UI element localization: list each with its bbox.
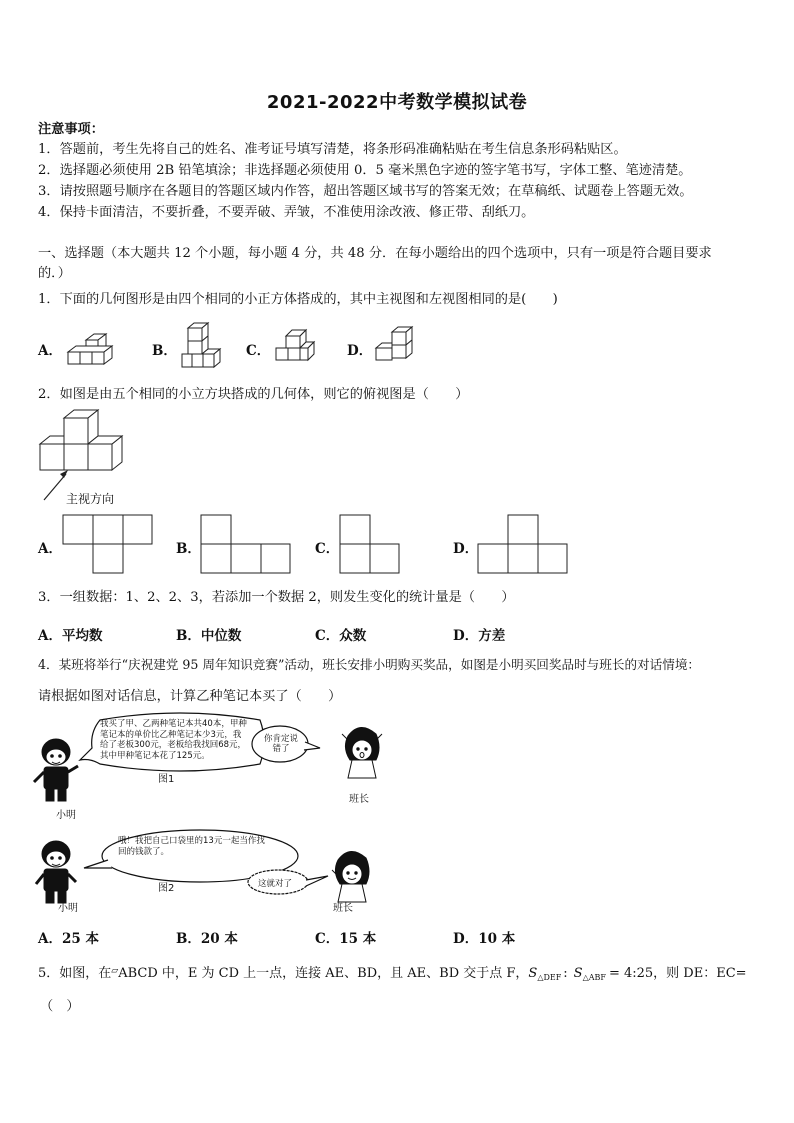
q1-option-b-figure: [180, 322, 224, 370]
q4-fig2-right-name: 班长: [333, 903, 353, 914]
q5-s1-sub: △DEF: [537, 973, 562, 982]
q4-fig1-caption: 图1: [158, 774, 175, 785]
q4-stem-line1: 4．某班将举行“庆祝建党 95 周年知识竞赛”活动，班长安排小明购买奖品，如图是小明买回奖品时与班长的对话情境：: [38, 657, 701, 672]
q5-answer-paren: （ ）: [40, 999, 80, 1014]
section-heading-line1: 一、选择题（本大题共 12 个小题，每小题 4 分，共 48 分．在每小题给出的四个选项中，只有一项是符合题目要求: [38, 246, 712, 261]
notice-heading: 注意事项：: [38, 122, 104, 137]
q3-option-a: A．平均数: [38, 628, 103, 644]
q4-fig2-left-name: 小明: [58, 903, 78, 914]
q4-fig1-left-name: 小明: [56, 810, 76, 821]
notice-item-3: 3．请按照题号顺序在各题目的答题区域内作答，超出答题区域书写的答案无效；在草稿纸、试题卷上答题无效。: [38, 184, 693, 199]
q3-option-b: B．中位数: [176, 628, 242, 644]
q5-ratio: = 4:25: [608, 966, 654, 981]
q1-option-d-label: D．: [347, 343, 373, 359]
q4-fig2-bubble-line-1: 哦！我把自己口袋里的13元一起当作找: [118, 836, 265, 846]
q4-fig1-reply-line-2: 错了: [272, 744, 290, 754]
q2-stem: 2．如图是由五个相同的小立方块搭成的几何体，则它的俯视图是（ ）: [38, 387, 469, 402]
q5-stem-a: 5．如图，在: [38, 966, 112, 981]
banzhang-figure-1: [342, 727, 382, 778]
notice-item-1: 1．答题前，考生先将自己的姓名、准考证号填写清楚，将条形码准确粘贴在考生信息条形码粘贴区。: [38, 142, 627, 157]
q5-s1: S: [528, 966, 538, 981]
q2-option-b-label: B．: [176, 541, 201, 557]
q4-fig2-bubble-line-2: 回的钱款了。: [118, 846, 170, 857]
section-heading-line2: 的．）: [38, 266, 71, 281]
q4-fig1-bubble-line-1: 我买了甲、乙两种笔记本共40本，甲种: [100, 719, 247, 729]
q2-option-d-figure: [477, 514, 569, 574]
q2-option-c-label: C．: [315, 541, 340, 557]
q3-stem: 3．一组数据：1、2、2、3，若添加一个数据 2，则发生变化的统计量是（ ）: [38, 590, 515, 605]
q4-option-b: B．20 本: [176, 931, 238, 947]
xiaoming-figure-2: [36, 841, 76, 903]
q4-fig1-bubble-line-4: 其中甲种笔记本花了125元。: [100, 750, 210, 761]
q2-option-c-figure: [339, 514, 401, 574]
q4-fig1-bubble: [100, 719, 247, 761]
parallelogram-symbol: ▱: [111, 966, 119, 976]
q2-option-a-figure: [62, 514, 154, 574]
q5-s2-sub: △ABF: [582, 973, 606, 982]
q4-option-a: A．25 本: [38, 931, 99, 947]
xiaoming-figure-1: [34, 739, 78, 801]
q5-s2: S: [573, 966, 583, 981]
q2-option-d-label: D．: [453, 541, 479, 557]
q1-option-b-label: B．: [152, 343, 177, 359]
q5-colon: :: [563, 966, 568, 981]
q1-option-a-figure: [66, 330, 122, 366]
q4-fig2-bubble: [118, 836, 265, 857]
q1-stem: 1．下面的几何图形是由四个相同的小正方体搭成的，其中主视图和左视图相同的是( ): [38, 292, 558, 307]
q3-option-c: C．众数: [315, 628, 367, 644]
q4-option-c: C．15 本: [315, 931, 377, 947]
q1-option-d-figure: [372, 326, 418, 368]
notice-item-2: 2．选择题必须使用 2B 铅笔填涂；非选择题必须使用 0．5 毫米黑色字迹的签字笔书写，字体工整、笔迹清楚。: [38, 163, 692, 178]
q1-option-c-label: C．: [246, 343, 271, 359]
q4-fig1-bubble-line-3: 给了老板300元，老板给我找回68元，: [100, 740, 247, 750]
q4-fig1-reply-line-1: 你肯定说: [263, 734, 298, 744]
q4-stem-line2: 请根据如图对话信息，计算乙种笔记本买了（ ）: [38, 689, 342, 704]
q4-option-d: D．10 本: [453, 931, 516, 947]
q5-stem-c: ，则 DE：EC=: [653, 966, 747, 981]
q4-fig2-caption: 图2: [158, 883, 175, 894]
q4-fig2-reply: 这就对了: [258, 879, 293, 889]
q4-fig1-right-name: 班长: [349, 794, 369, 805]
q2-option-b-figure: [200, 514, 292, 574]
q2-option-a-label: A．: [38, 541, 62, 557]
q1-option-c-figure: [272, 328, 320, 368]
q3-option-d: D．方差: [453, 628, 506, 644]
banzhang-figure-2: [332, 851, 369, 902]
notice-item-4: 4．保持卡面清洁，不要折叠，不要弄破、弄皱，不准使用涂改液、修正带、刮纸刀。: [38, 205, 535, 220]
q5-stem-b: ABCD 中，E 为 CD 上一点，连接 AE、BD，且 AE、BD 交于点 F，: [118, 966, 529, 981]
q2-direction-label: 主视方向: [66, 492, 115, 506]
q5-stem: [38, 962, 747, 987]
page-title: 2021-2022中考数学模拟试卷: [266, 92, 528, 113]
q1-option-a-label: A．: [38, 343, 62, 359]
q4-fig1-reply: [263, 734, 299, 754]
q4-fig1-bubble-line-2: 笔记本的单价比乙种笔记本少3元，我: [100, 729, 242, 740]
